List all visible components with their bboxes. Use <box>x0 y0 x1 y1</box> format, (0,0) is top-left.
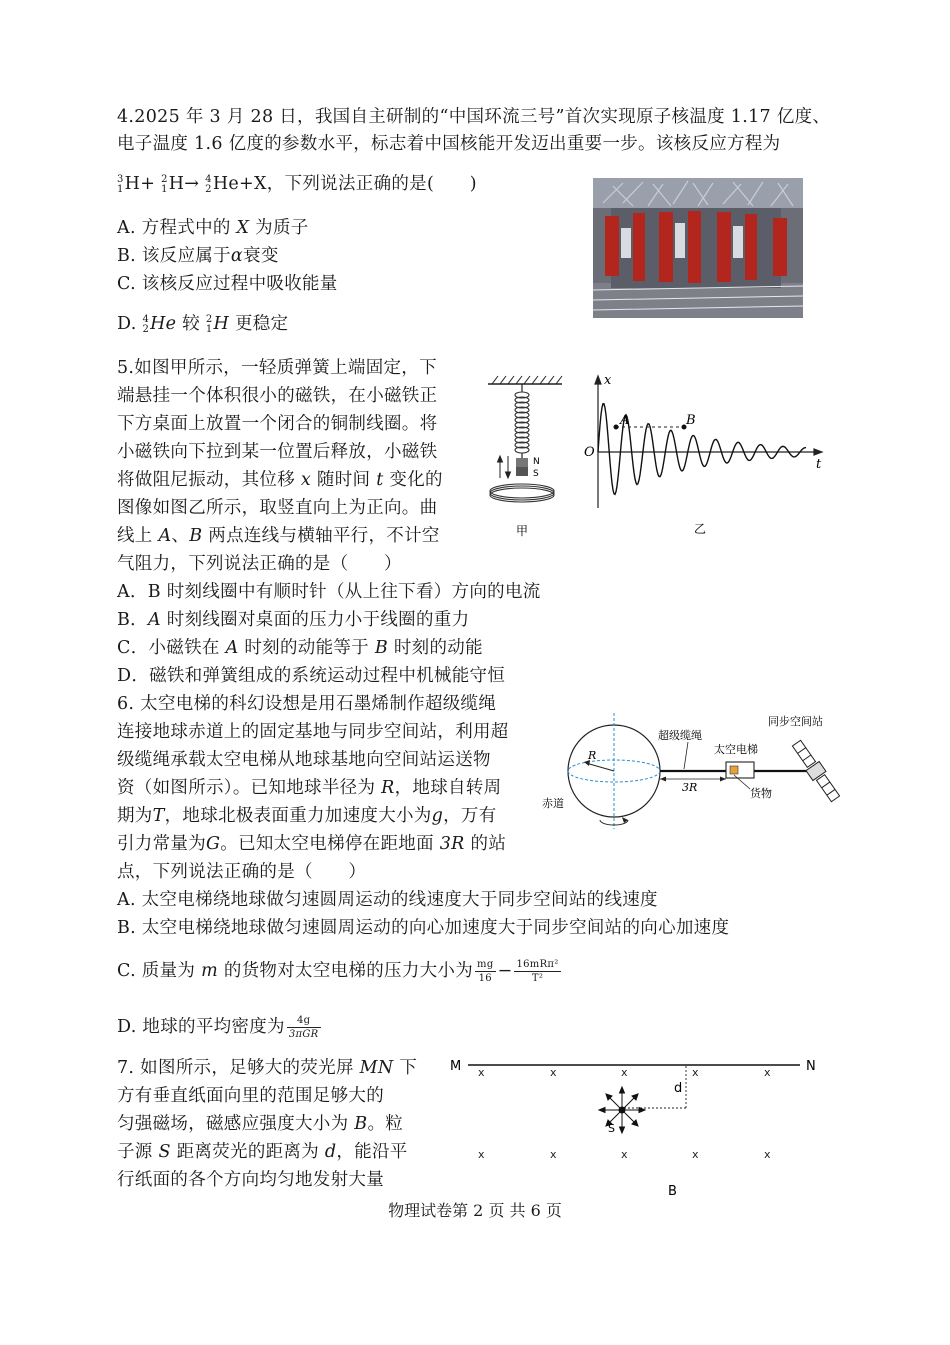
q6-line-2: 连接地球赤道上的固定基地与同步空间站，利用超 <box>117 722 509 742</box>
motion-arrows-icon <box>498 456 511 478</box>
svg-text:x: x <box>692 1066 699 1079</box>
label-b: B <box>668 1184 677 1199</box>
distance-3r-label: 3R <box>682 781 698 794</box>
q6-line-1: 6. 太空电梯的科幻设想是用石墨烯制作超级缆绳 <box>117 694 497 714</box>
q5-line-2: 端悬挂一个体积很小的磁铁，在小磁铁正 <box>117 386 438 406</box>
figure-label-jia: 甲 <box>516 524 529 538</box>
q4-equation: 3 1 H+ 2 1 H→ 4 2 He+X，下列说法正确的是( ) <box>117 173 477 195</box>
cargo-label: 货物 <box>750 787 772 800</box>
fraction-mg-16: $\frac{mg}{16}$ <box>477 959 494 984</box>
axis-x-label: x <box>604 373 612 388</box>
q5-line-6: 图像如图乙所示，取竖直向上为正向。曲 <box>117 498 438 518</box>
earth-radius-label: R <box>588 749 597 762</box>
q4-option-b: B. 该反应属于α衰变 <box>117 246 279 266</box>
particle-source-icon <box>599 1087 645 1133</box>
q6-line-5: 期为T，地球北极表面重力加速度大小为g，万有 <box>117 806 497 826</box>
cable-label: 超级缆绳 <box>658 729 702 742</box>
svg-text:x: x <box>550 1148 557 1161</box>
q6-line-4: 资（如图所示）。已知地球半径为 R，地球自转周 <box>117 778 502 798</box>
q7-line-2: 方有垂直纸面向里的范围足够大的 <box>117 1086 384 1106</box>
elevator-label: 太空电梯 <box>714 743 758 756</box>
spring-coils <box>515 392 529 453</box>
q6-option-b: B. 太空电梯绕地球做匀速圆周运动的向心加速度大于同步空间站的向心加速度 <box>117 918 730 938</box>
q5-option-a: A．B 时刻线圈中有顺时针（从上往下看）方向的电流 <box>117 582 541 602</box>
magnet-n-label: N <box>533 457 540 467</box>
q6-line-6: 引力常量为G。已知太空电梯停在距地面 3R 的站 <box>117 834 507 854</box>
origin-label: O <box>584 445 595 460</box>
nuclide-script: 2 1 <box>161 173 168 195</box>
point-a <box>614 425 619 430</box>
svg-text:x: x <box>478 1066 485 1079</box>
space-elevator-figure <box>538 705 840 833</box>
point-b-label: B <box>686 413 696 428</box>
label-s: S <box>608 1122 615 1135</box>
damped-oscillation-graph <box>580 370 830 542</box>
q6-line-7: 点，下列说法正确的是（ ） <box>117 862 367 882</box>
svg-text:x: x <box>764 1148 771 1161</box>
field-marks-bottom <box>478 1148 771 1161</box>
q5-line-8: 气阻力，下列说法正确的是（ ） <box>117 554 402 574</box>
fraction-density: $\frac{4g}{\text{3πGR}}$ <box>288 1015 319 1040</box>
nuclide-script: 4 2 <box>205 173 212 195</box>
label-d: d <box>674 1081 683 1096</box>
q7-line-5: 行纸面的各个方向均匀地发射大量 <box>117 1170 384 1190</box>
axes <box>595 376 822 508</box>
station-label: 同步空间站 <box>768 715 823 728</box>
q7-line-4: 子源 S 距离荧光的距离为 d，能沿平 <box>117 1142 408 1162</box>
point-a-label: A <box>620 413 630 428</box>
nuclide-script: 3 1 <box>117 173 124 195</box>
axis-t-label: t <box>816 457 822 472</box>
spring-magnet-figure <box>478 372 570 542</box>
q4-option-c: C. 该核反应过程中吸收能量 <box>117 274 338 294</box>
svg-text:x: x <box>478 1148 485 1161</box>
q5-line-1: 5.如图甲所示，一轻质弹簧上端固定，下 <box>117 358 437 378</box>
q6-option-d: D. 地球的平均密度为 $\frac{4g}{\text{3πGR}}$ <box>117 1015 319 1040</box>
q5-line-4: 小磁铁向下拉到某一位置后释放，小磁铁 <box>117 442 438 462</box>
equator-label: 赤道 <box>542 797 564 810</box>
q4-line-1: 4.2025 年 3 月 28 日，我国自主研制的“中国环流三号”首次实现原子核温度 1.17 亿度、 <box>117 107 831 127</box>
cargo-box <box>730 766 738 774</box>
q5-line-5: 将做阻尼振动，其位移 x 随时间 t 变化的 <box>117 470 443 490</box>
svg-text:x: x <box>621 1066 628 1079</box>
label-n: N <box>806 1059 816 1074</box>
svg-text:x: x <box>550 1066 557 1079</box>
q5-option-d: D．磁铁和弹簧组成的系统运动过程中机械能守恒 <box>117 666 506 686</box>
q5-line-3: 下方桌面上放置一个闭合的铜制线圈。将 <box>117 414 438 434</box>
q4-line-2: 电子温度 1.6 亿度的参数水平，标志着中国核能开发迈出重要一步。该核反应方程为 <box>117 134 781 154</box>
q5-option-b: B．A 时刻线圈对桌面的压力小于线圈的重力 <box>117 610 470 630</box>
svg-text:x: x <box>621 1148 628 1161</box>
q5-line-7: 线上 A、B 两点连线与横轴平行，不计空 <box>117 526 440 546</box>
svg-text:x: x <box>692 1148 699 1161</box>
q4-option-d: D. 4 2 He 较 2 1 H 更稳定 <box>117 313 289 335</box>
fraction-16mr-pi2-t2: $\frac{\text{16mRπ²}}{\text{T²}}$ <box>516 959 559 984</box>
magnetic-field-figure <box>446 1052 826 1200</box>
coil <box>490 484 554 502</box>
q4-option-a: A. 方程式中的 X 为质子 <box>117 218 309 238</box>
svg-text:x: x <box>764 1066 771 1079</box>
q7-line-1: 7. 如图所示，足够大的荧光屏 MN 下 <box>117 1058 418 1078</box>
page-footer: 物理试卷第 2 页 共 6 页 <box>388 1201 562 1220</box>
tokamak-photo <box>593 178 803 318</box>
q5-option-c: C．小磁铁在 A 时刻的动能等于 B 时刻的动能 <box>117 638 483 658</box>
q6-line-3: 级缆绳承载太空电梯从地球基地向空间站运送物 <box>117 750 491 770</box>
label-m: M <box>450 1059 462 1074</box>
q6-option-c: C. 质量为 m 的货物对太空电梯的压力大小为 $\frac{mg}{16}$ − $\frac{\text{16mRπ²}}{\text{T²}}$ <box>117 959 559 984</box>
q6-option-a: A. 太空电梯绕地球做匀速圆周运动的线速度大于同步空间站的线速度 <box>117 890 658 910</box>
q7-line-3: 匀强磁场，磁感应强度大小为 B。粒 <box>117 1114 404 1134</box>
magnet-s-label: S <box>533 469 539 479</box>
figure-label-yi: 乙 <box>694 522 707 536</box>
field-marks-top <box>478 1066 771 1079</box>
